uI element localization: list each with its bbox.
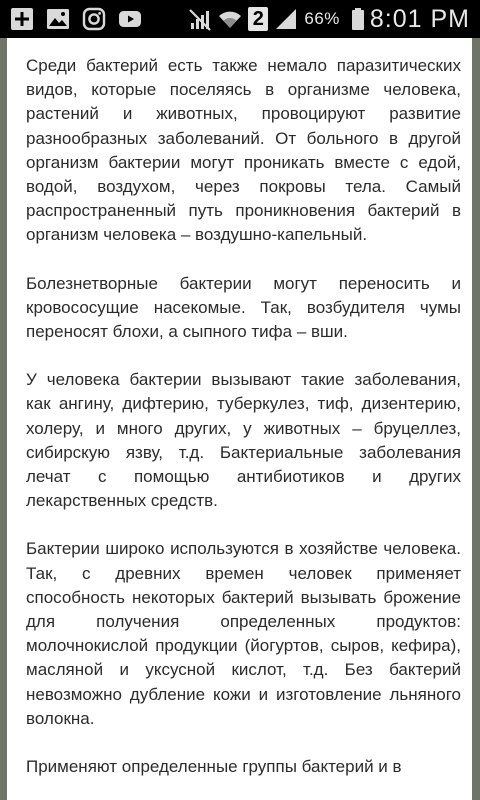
wifi-icon: [218, 7, 242, 31]
article-paragraph: Среди бактерий есть также немало паразитических видов, которые поселяясь в организме человека, растений и животных, провоцируют развитие разнообразных заболеваний. От больного в другой организм бактерии могут проникать вместе с едой, водой, воздухом, через покровы тела. Самый распространенный путь проникновения бактерий в организм человека – воздушно-капельный.: [26, 56, 461, 245]
clock: 8:01 PM: [369, 4, 470, 33]
article-page[interactable]: [7, 38, 472, 800]
article-paragraph: Применяют определенные группы бактерий и в: [26, 757, 402, 777]
sim-badge: 2: [248, 7, 268, 31]
youtube-icon[interactable]: [118, 7, 142, 31]
add-icon[interactable]: [10, 7, 34, 31]
battery-icon: [346, 7, 360, 31]
instagram-icon[interactable]: [82, 7, 106, 31]
article-paragraph: У человека бактерии вызывают такие заболевания, как ангину, дифтерию, туберкулез, тиф, дизентерию, холеру, и много других, у животных – бруцеллез, сибирскую язву, т.д. Бактериальные заболевания лечат с помощью антибиотиков и других лекарственных средств.: [26, 370, 461, 511]
image-icon[interactable]: [46, 7, 70, 31]
mute-icon: [188, 7, 212, 31]
system-status: [188, 0, 470, 38]
battery-percent: 66%: [304, 9, 340, 28]
signal-icon: [274, 7, 298, 31]
notification-icons: [10, 5, 142, 33]
content-frame: [0, 38, 480, 800]
article-paragraph: Болезнетворные бактерии могут переносить и кровососущие насекомые. Так, возбудителя чумы переносят блохи, а сыпного тифа – вши.: [26, 273, 461, 342]
status-bar: [0, 0, 480, 38]
article-paragraph: Бактерии широко используются в хозяйстве человека. Так, с древних времен человек применяет способность некоторых бактерий вызывать брожение для получения определенных продуктов: молочнокислой продукции (йогуртов, сыров, кефира), масляной и уксусной кислот, т.д. Без бактерий невозможно дубление кожи и изготовление льняного волокна.: [26, 539, 461, 728]
article-body: [26, 54, 461, 800]
